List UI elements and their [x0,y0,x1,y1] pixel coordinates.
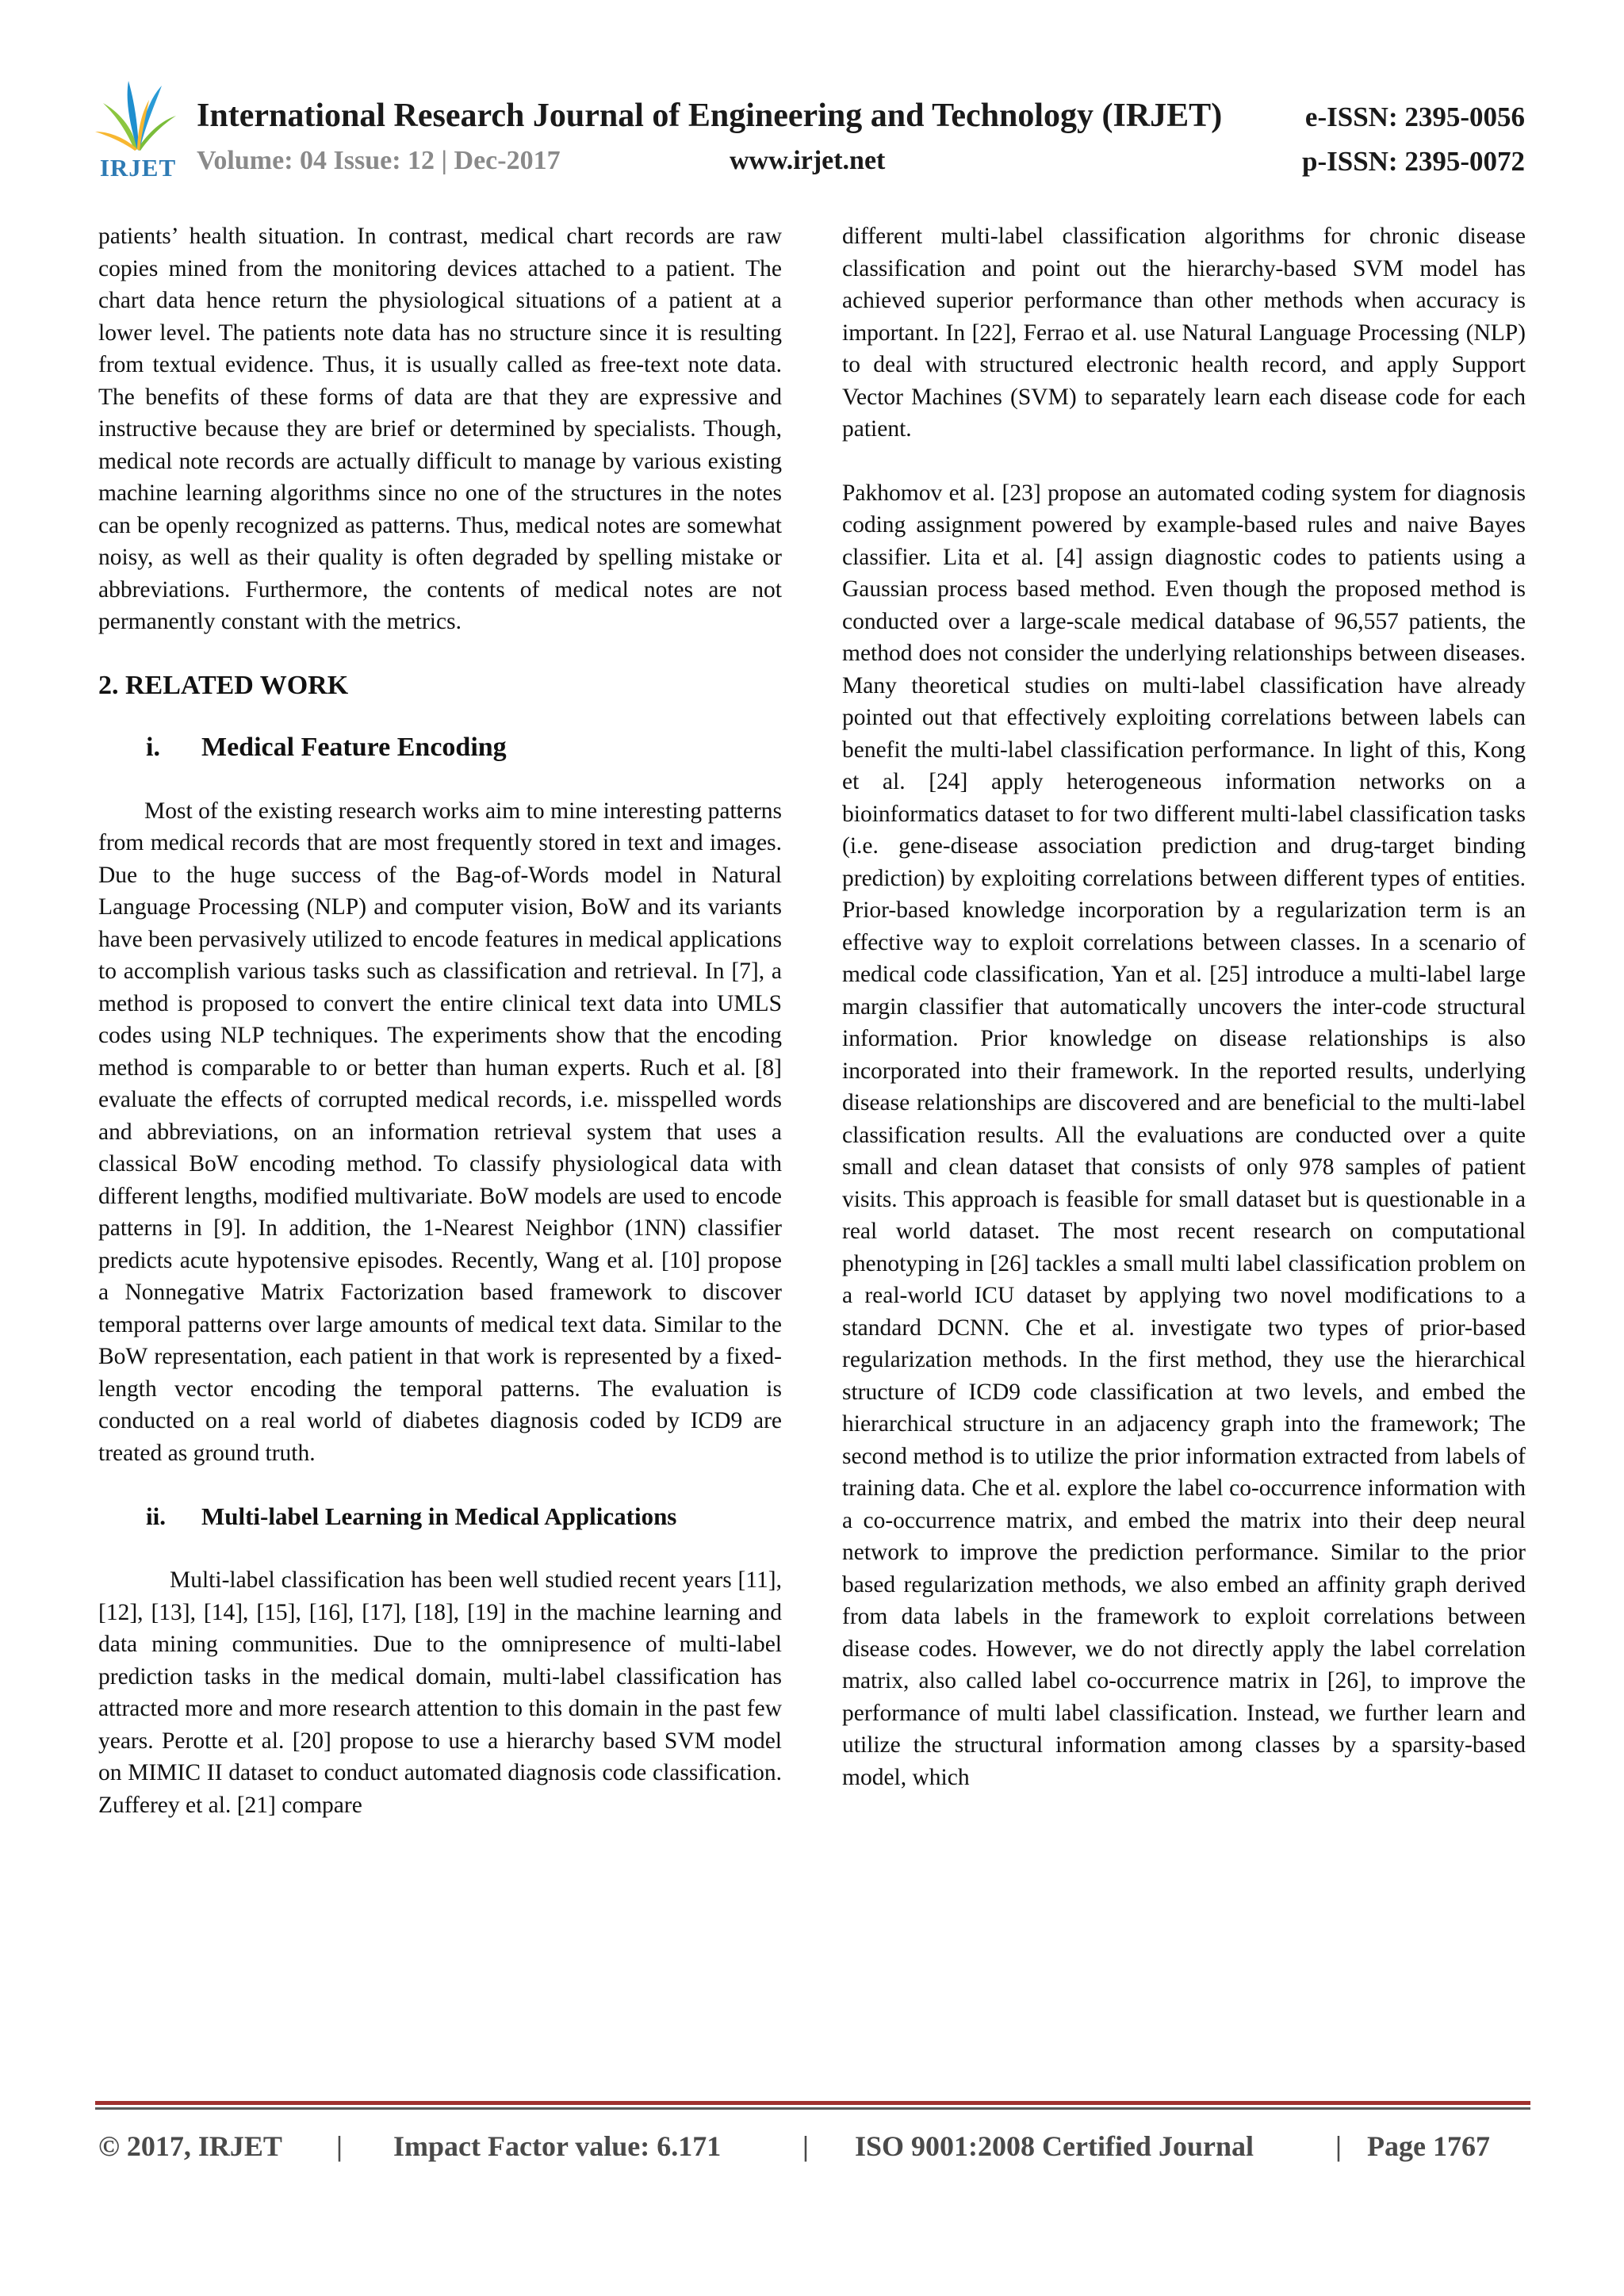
footer-rule-secondary [95,2107,1530,2110]
right-paragraph-2: Pakhomov et al. [23] propose an automated coding system for diagnosis coding assignment powered by example-based rules and naive Bayes classifier. Lita et al. [4] assign diagnostic codes to patients using a Gaussian process based method. Even though the proposed method is conducted over a large-scale medical database of 96,557 patients, the method does not consider the underlying relationships between diseases. Many theoretical studies on multi-label classification have already pointed out that effectively exploiting correlations between labels can benefit the multi-label classification performance. In light of this, Kong et al. [24] apply heterogeneous information networks on a bioinformatics dataset to for two different multi-label classification tasks (i.e. gene-disease association prediction and drug-target binding prediction) by exploiting correlations between different types of entities. Prior-based knowledge incorporation by a regularization term is an effective way to exploit correlations between classes. In a scenario of medical code classification, Yan et al. [25] introduce a multi-label large margin classifier that automatically uncovers the inter-code structural information. Prior knowledge on disease relationships is also incorporated into their framework. In the reported results, underlying disease relationships are discovered and are beneficial to the multi-label classification results. All the evaluations are conducted over a quite small and clean dataset that consists of only 978 samples of patient visits. This approach is feasible for small dataset but is questionable in a real world dataset. The most recent research on computational phenotyping in [26] tackles a small multi label classification problem on a real-world ICU dataset by applying two novel modifications to a standard DCNN. Che et al. investigate two types of prior-based regularization methods. In the first method, they use the hierarchical structure of ICD9 code classification at two levels, and embed the hierarchical structure in an adjacency graph into the framework; The second method is to utilize the prior information extracted from labels of training data. Che et al. explore the label co-occurrence information with a co-occurrence matrix, and embed the matrix into their deep neural network to improve the prediction performance. Similar to the prior based regularization methods, we also embed an affinity graph derived from data labels in the framework to exploit correlations between disease codes. However, we do not directly apply the label correlation matrix, also called label co-occurrence matrix in [26], to improve the performance of multi label classification. Instead, we further learn and utilize the structural information among classes by a sparsity-based model, which [842,480,1526,1790]
subsection-title: Multi-label Learning in Medical Applications [201,1502,677,1530]
pissn: p-ISSN: 2395-0072 [1301,146,1525,177]
footer-separator: | [336,2130,343,2162]
logo-plant-icon [94,79,181,155]
subsection-title: Medical Feature Encoding [201,732,507,762]
left-column [98,220,782,1821]
journal-logo [94,79,181,182]
subsection-number: ii. [146,1502,166,1530]
left-paragraph-2: Most of the existing research works aim to mine interesting patterns from medical records that are most frequently stored in text and images. Due to the huge success of the Bag-of-Words model in Natural Language Processing (NLP) and computer vision, BoW and its variants have been pervasively utilized to encode features in medical applications to accomplish various tasks such as classification and retrieval. In [7], a method is proposed to convert the entire clinical text data into UMLS codes using NLP techniques. The experiments show that the encoding method is comparable to or better than human experts. Ruch et al. [8] evaluate the effects of corrupted medical records, i.e. misspelled words and abbreviations, on an information retrieval system that uses a classical BoW encoding method. To classify physiological data with different lengths, modified multivariate. BoW models are used to encode patterns in [9]. In addition, the 1-Nearest Neighbor (1NN) classifier predicts acute hypotensive episodes. Recently, Wang et al. [10] propose a Nonnegative Matrix Factorization based framework to discover temporal patterns over large amounts of medical text data. Similar to the BoW representation, each patient in that work is represented by a fixed-length vector encoding the temporal patterns. The evaluation is conducted on a real world of diabetes diagnosis coded by ICD9 are treated as ground truth. [98,798,782,1466]
subsection-number: i. [146,732,160,762]
footer-rule [95,2101,1530,2105]
footer-separator: | [1335,2130,1342,2162]
footer-impact-factor: Impact Factor value: 6.171 [393,2130,722,2162]
footer-iso: ISO 9001:2008 Certified Journal [855,2130,1254,2162]
footer-copyright: © 2017, IRJET [98,2130,282,2162]
footer-page-number: Page 1767 [1367,2130,1490,2162]
left-paragraph-1: patients’ health situation. In contrast, medical chart records are raw copies mined from the monitoring devices attached to a patient. The chart data hence return the physiological situations of a patient at a lower level. The patients note data has no structure since it is resulting from textual evidence. Thus, it is usually called as free-text note data. The benefits of these forms of data are that they are expressive and instructive because they are brief or determined by specialists. Though, medical note records are actually difficult to manage by various existing machine learning algorithms since no one of the structures in the notes can be openly recognized as patterns. Thus, medical notes are somewhat noisy, as well as their quality is often degraded by spelling mistake or abbreviations. Furthermore, the contents of medical notes are not permanently constant with the metrics. [98,224,782,634]
eissn: e-ISSN: 2395-0056 [1304,101,1525,132]
right-paragraph-1: different multi-label classification algorithms for chronic disease classification and point out the hierarchy-based SVM model has achieved superior performance than other methods when accuracy is important. In [22], Ferrao et al. use Natural Language Processing (NLP) to deal with structured electronic health record, and apply Support Vector Machines (SVM) to separately learn each disease code for each patient. [842,224,1526,442]
subsection-heading-2 [98,1501,782,1533]
footer-separator: | [802,2130,809,2162]
section-heading: 2. RELATED WORK [98,670,349,700]
left-paragraph-3: Multi-label classification has been well studied recent years [11], [12], [13], [14], [15], [16], [17], [18], [19] in the machine learning and data mining communities. Due to the omnipresence of multi-label prediction tasks in the medical domain, multi-label classification has attracted more and more research attention to this domain in the past few years. Perotte et al. [20] propose to use a hierarchy based SVM model on MIMIC II dataset to conduct automated diagnosis code classification. Zufferey et al. [21] compare [98,1567,782,1818]
subsection-heading-1 [98,732,782,763]
volume-issue: Volume: 04 Issue: 12 | Dec-2017 [197,146,561,175]
page-header [0,0,1624,198]
journal-title: International Research Journal of Engineering and Technology (IRJET) [197,98,1223,134]
journal-website: www.irjet.net [730,146,886,175]
right-column [842,220,1526,1793]
logo-text: IRJET [99,154,177,182]
